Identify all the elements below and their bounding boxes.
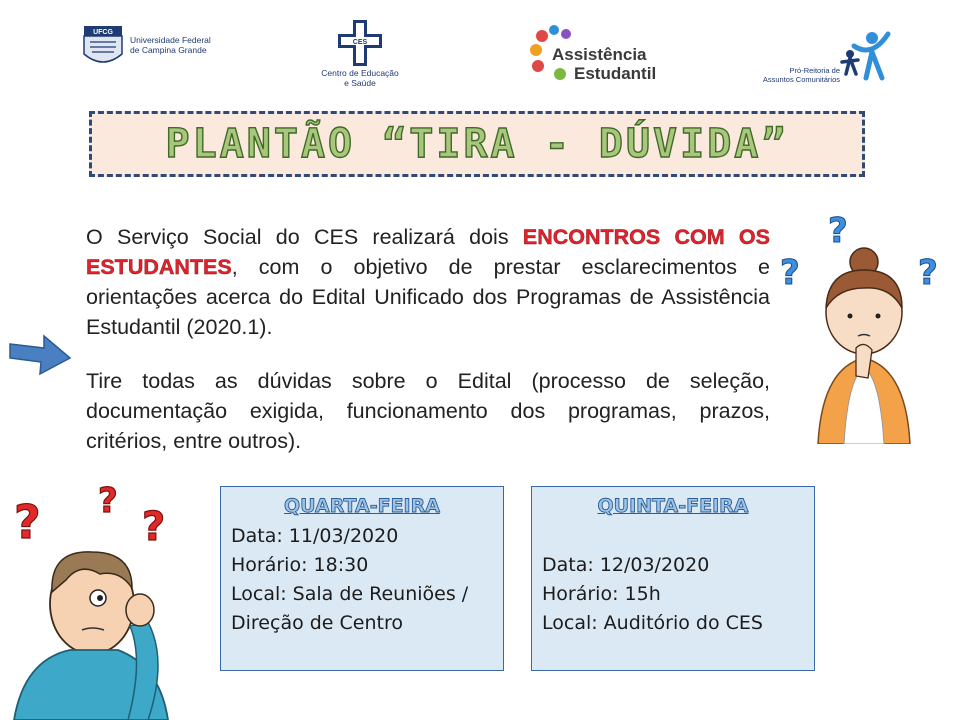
prac-people-icon: [836, 28, 892, 84]
ufcg-logo: [80, 24, 210, 76]
ufcg-name-line2: de Campina Grande: [130, 45, 207, 55]
meeting-day: QUINTA-FEIRA: [597, 495, 749, 517]
intro-text-start: O Serviço Social do CES realizará dois: [86, 225, 523, 249]
question-mark-icon: ?: [14, 495, 41, 549]
question-mark-icon: ?: [780, 253, 800, 293]
title-banner: [89, 111, 865, 177]
ufcg-shield-icon: [80, 24, 126, 70]
questions-paragraph: Tire todas as dúvidas sobre o Edital (processo de seleção, documentação exigida, funcionamento dos programas, prazos, critérios, entre outros).: [86, 369, 770, 453]
question-mark-icon: ?: [828, 211, 848, 251]
right-arrow-icon: [8, 334, 72, 376]
meeting-date: Data: 12/03/2020: [542, 554, 710, 576]
highlight-encounters: ENCONTROS COM OS ESTUDANTES: [86, 225, 770, 279]
prac-line1: Pró-Reitoria de: [789, 66, 840, 75]
meeting-place: Local: Auditório do CES: [542, 612, 763, 634]
ces-logo: [310, 18, 410, 90]
question-mark-icon: ?: [918, 253, 938, 293]
ces-badge: CES: [352, 39, 368, 46]
intro-paragraph: [86, 222, 770, 342]
question-mark-icon: ?: [142, 504, 166, 550]
thinking-woman-illustration: [778, 208, 950, 444]
intro-text-end: , com o objetivo de prestar esclarecimentos e orientações acerca do Edital Unificado dos Programas de Assistência Estudantil (2020.1).: [86, 255, 770, 339]
ufcg-name-line1: Universidade Federal: [130, 35, 211, 45]
meeting-place-cont: Direção de Centro: [231, 612, 404, 634]
assistencia-line1: Assistência: [552, 45, 647, 64]
ufcg-badge: UFCG: [93, 29, 113, 36]
question-mark-icon: ?: [98, 481, 118, 521]
assistencia-estudantil-logo: [528, 24, 668, 86]
meeting-card-thursday: [531, 486, 815, 671]
ces-name-line2: e Saúde: [344, 78, 376, 88]
confused-man-illustration: [0, 470, 210, 720]
meeting-place: Local: Sala de Reuniões /: [231, 583, 469, 605]
prac-line2: Assuntos Comunitários: [762, 75, 840, 84]
ces-cross-icon: [334, 18, 386, 68]
prac-logo: [748, 28, 898, 88]
assistencia-line2: Estudantil: [574, 64, 657, 83]
meeting-date: Data: 11/03/2020: [231, 525, 399, 547]
ces-name-line1: Centro de Educação: [321, 68, 399, 78]
meeting-card-wednesday: [220, 486, 504, 671]
meeting-time: Horário: 18:30: [231, 554, 369, 576]
page-title: PLANTÃO “TIRA - DÚVIDA”: [165, 121, 789, 167]
meeting-time: Horário: 15h: [542, 583, 661, 605]
meeting-day: QUARTA-FEIRA: [284, 495, 440, 517]
